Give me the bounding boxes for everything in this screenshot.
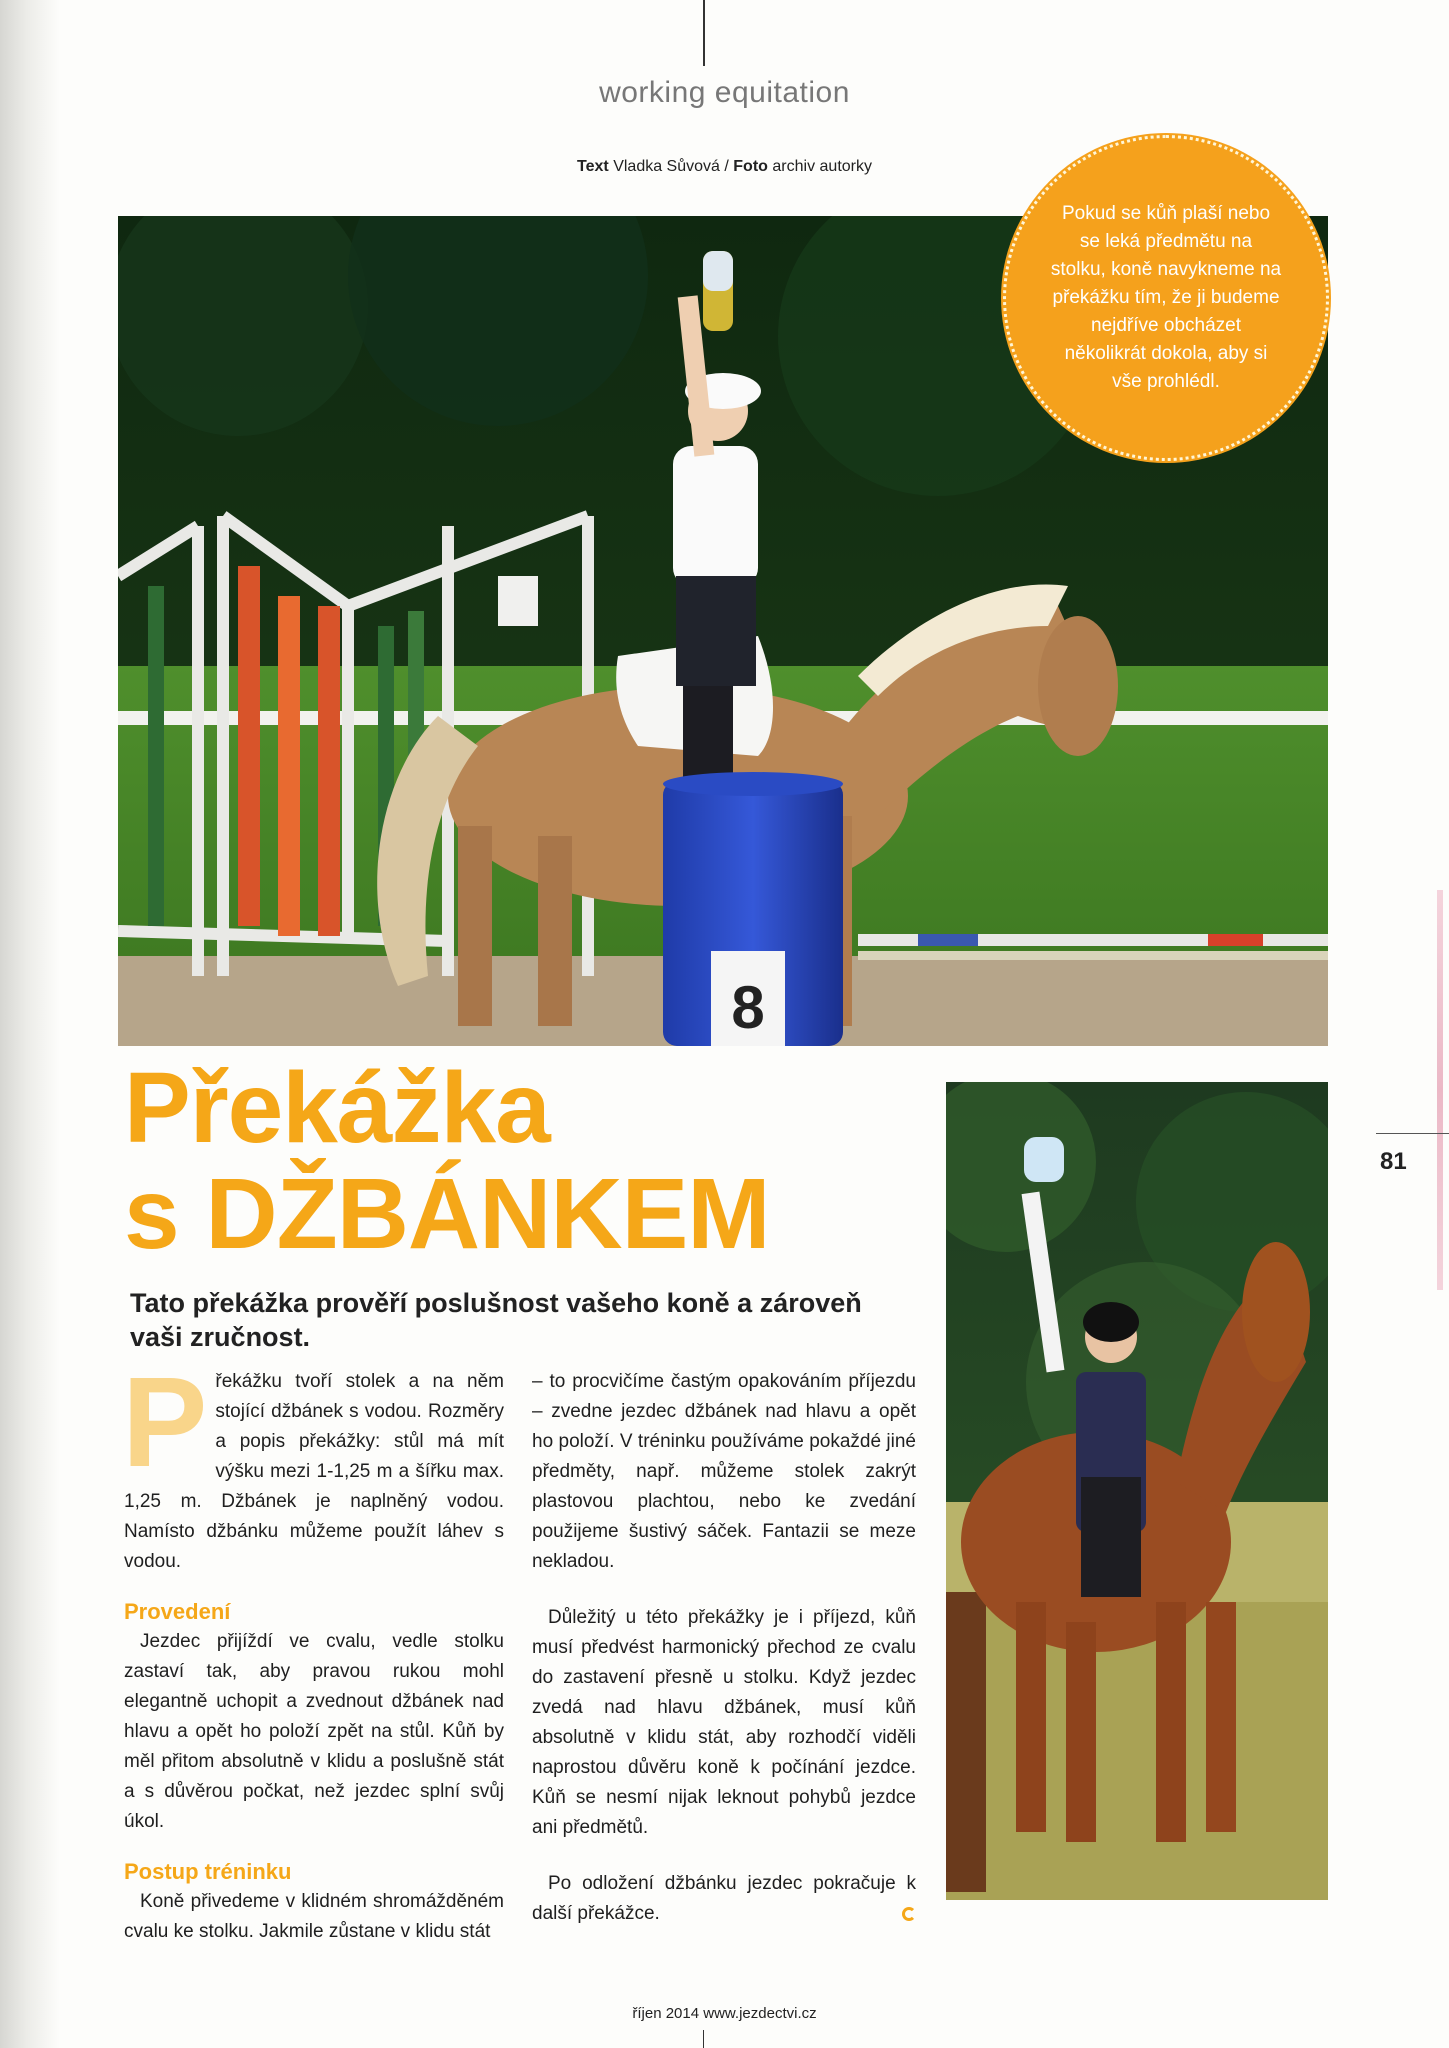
side-photo-rider-chestnut-horse [946,1082,1328,1900]
col2-paragraph-3-text: Po odložení džbánku jezdec pokračuje k další překážce. [532,1873,916,1924]
article-end-icon [902,1907,916,1921]
text-column-left [122,1351,504,1947]
dropcap: P [122,1351,208,1494]
side-photo-illustration [946,1082,1328,1900]
col2-paragraph-1: – to procvičíme častým opakováním příjezdu – zvedne jezdec džbánek nad hlavu a opět ho položí. V tréninku používáme pokaždé jiné předměty, např. můžeme stolek zakrýt plastovou plachtou, nebo ke zvedání použijeme šustivý sáček. Fantazii se meze nekladou. [532,1371,916,1572]
title-line-1: Překážka [124,1052,550,1164]
page-number-rule [1376,1133,1449,1134]
byline-author: Vladka Sůvová [613,158,720,175]
section-text-postup-treninku: Koně přivedeme v klidném shromážděném cvalu ke stolku. Jakmile zůstane v klidu stát [124,1891,504,1942]
page-edge-color-mark [1437,890,1443,1290]
section-label: working equitation [599,76,850,109]
intro-paragraph [122,1351,504,1577]
barrel-number: 8 [731,974,765,1041]
col2-paragraph-3 [532,1869,916,1929]
section-heading-provedeni: Provedení [124,1599,231,1624]
byline-separator: / [724,158,729,175]
footer-website: www.jezdectvi.cz [703,2005,817,2022]
section-heading-postup-treninku: Postup tréninku [124,1859,292,1884]
byline-text-label: Text [577,158,609,175]
byline-photo-credit: archiv autorky [772,158,872,175]
callout-tip-bubble [1003,135,1329,461]
article-lead: Tato překážka prověří poslušnost vašeho koně a zároveň vaši zručnost. [130,1288,862,1352]
title-line-2: s DŽBÁNKEM [124,1158,770,1270]
text-column-middle [532,1367,916,1929]
page-number: 81 [1380,1148,1407,1175]
article-title [124,1052,904,1270]
page-binding-shadow [0,0,60,2048]
bottom-divider-line [703,2030,704,2048]
footer-issue: říjen 2014 [632,2005,700,2022]
intro-text: řekážku tvoří stolek a na něm stojící džbánek s vodou. Rozměry a popis překážky: stůl má mít výšku mezi 1-1,25 m a šířku max. 1,25 m. Džbánek je naplněný vodou. Namísto džbánku můžeme použít láhev s vodou. [124,1371,504,1572]
byline-photo-label: Foto [733,158,768,175]
footer [0,2005,1449,2022]
col2-paragraph-2: Důležitý u této překážky je i příjezd, kůň musí předvést harmonický přechod ze cvalu do zastavení přesně u stolku. Když jezdec zvedá nad hlavu džbánek, musí kůň absolutně v klidu stát, aby rozhodčí viděli naprostou důvěru koně k počínání jezdce. Kůň se nesmí nijak leknout pohybů jezdce ani předmětů. [532,1607,916,1838]
section-text-provedeni: Jezdec přijíždí ve cvalu, vedle stolku zastaví tak, aby pravou rukou mohl elegantně uchopit a zvednout džbánek nad hlavu a opět ho položí zpět na stůl. Kůň by měl přitom absolutně v klidu a poslušně stát a s důvěrou počkat, než jezdec splní svůj úkol. [124,1631,504,1832]
top-divider-line [703,0,705,66]
callout-text: Pokud se kůň plaší nebo se leká předmětu na stolku, koně navykneme na překážku tím, že ji budeme nejdříve obcházet několikrát dokola, aby si vše prohlédl. [1050,203,1282,392]
